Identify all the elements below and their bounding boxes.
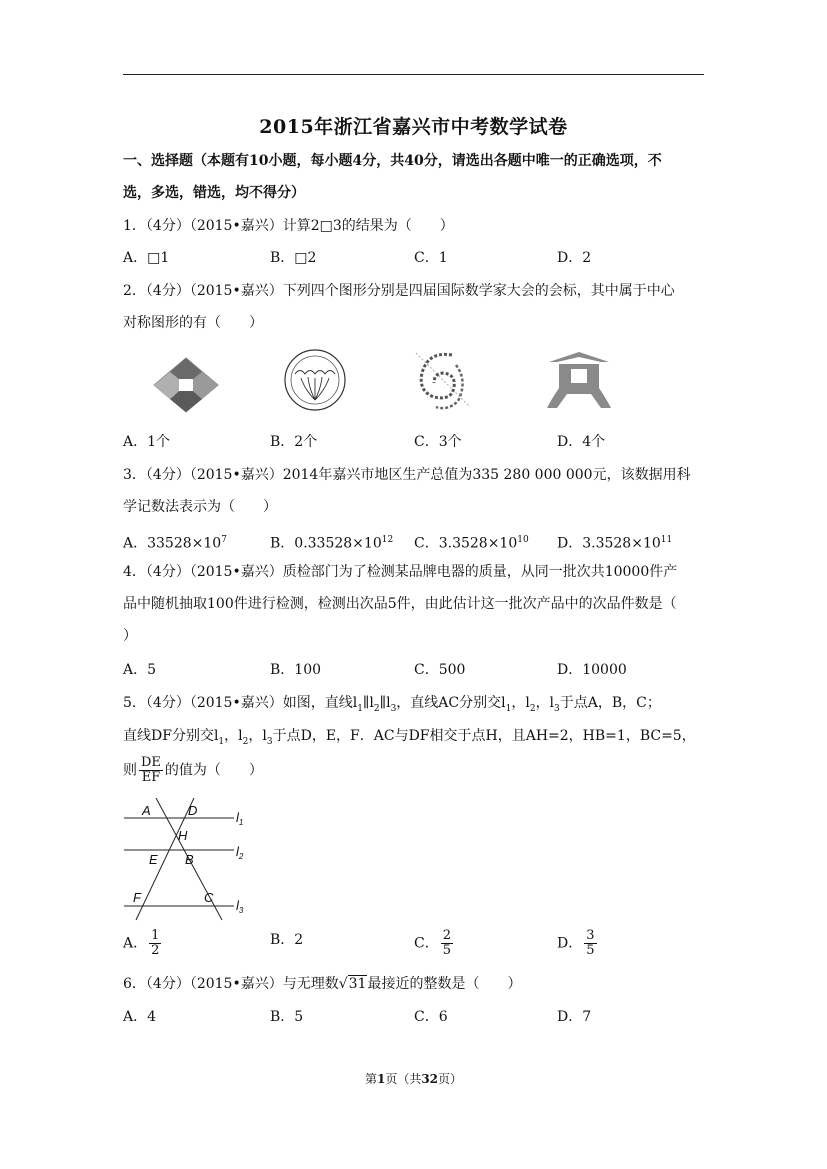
q5-stem-line1: 5．（4分）（2015•嘉兴）如图，直线$l_1\parallel l_2\parallel l_3$，直线AC分别交$l_1$，$l_2$，$l_3$于点A，B，C； [123, 695, 661, 714]
page-title: 2015年浙江省嘉兴市中考数学试卷 [259, 116, 568, 138]
q5-stem-line2: 直线DF分别交$l_1$，$l_2$，$l_3$于点D，E，F．AC与DF相交于点H，且AH=2，HB=1，BC=5， [123, 728, 696, 747]
label-C: C [204, 890, 214, 905]
q5-option-d: D． $\frac{3}{5}$ [557, 928, 595, 958]
q4-option-a: A．5 [123, 662, 157, 678]
logo-figure-1 [152, 356, 220, 414]
logo-figure-3 [412, 347, 474, 413]
q4-option-d: D．10000 [557, 662, 627, 678]
section-heading-line2: 选，多选，错选，均不得分） [123, 185, 305, 201]
logo-figure-2 [283, 348, 347, 412]
q6-option-a: A．4 [123, 1009, 157, 1025]
logo-figure-4 [543, 348, 615, 412]
q1-stem: 1．（4分）（2015•嘉兴）计算2□3的结果为（ ） [123, 218, 454, 234]
sqrt-symbol: √ [338, 976, 348, 992]
q2-stem-line1: 2．（4分）（2015•嘉兴）下列四个图形分别是四届国际数学家大会的会标，其中属于中心 [123, 283, 675, 299]
label-E: E [149, 852, 158, 867]
q5-option-b: B．2 [270, 932, 304, 948]
q6-option-c: C．6 [414, 1009, 448, 1025]
label-A: A [142, 803, 151, 818]
q1-option-c: C．1 [414, 250, 448, 266]
label-H: H [178, 828, 188, 843]
label-B: B [185, 852, 194, 867]
q3-option-c: C．$3.3528\times 10^{10}$ [414, 535, 529, 552]
sqrt-radicand: 31 [348, 976, 367, 992]
q6-stem: 6．（4分）（2015•嘉兴）与无理数√31最接近的整数是（ ） [123, 976, 522, 992]
label-l3: $l_3$ [236, 898, 244, 915]
label-F: F [133, 890, 141, 905]
q5-geometry-figure [122, 798, 254, 922]
q5-ratio-fraction: $\frac{DE}{EF}$ [141, 755, 161, 785]
q1-option-a: A．□1 [123, 250, 170, 266]
q6-option-d: D．7 [557, 1009, 592, 1025]
q1-option-b: B．□2 [270, 250, 317, 266]
q5-option-a: A． $\frac{1}{2}$ [123, 928, 160, 958]
q4-stem-line3: ） [123, 628, 137, 644]
q6-option-b: B．5 [270, 1009, 304, 1025]
q4-stem-line1: 4．（4分）（2015•嘉兴）质检部门为了检测某品牌电器的质量，从同一批次共10000件产 [123, 564, 678, 580]
header-rule [123, 74, 704, 75]
q4-stem-line2: 品中随机抽取100件进行检测，检测出次品5件，由此估计这一批次产品中的次品件数是（ [123, 596, 677, 612]
q2-option-d: D．4个 [557, 434, 606, 450]
q5-stem-line3: 则 $\frac{DE}{EF}$ 的值为（ ） [123, 755, 263, 785]
q2-stem-line2: 对称图形的有（ ） [123, 315, 263, 331]
q5-option-c: C． $\frac{2}{5}$ [414, 928, 451, 958]
q3-option-d: D．$3.3528\times 10^{11}$ [557, 535, 673, 552]
q2-option-c: C．3个 [414, 434, 462, 450]
q4-option-b: B．100 [270, 662, 322, 678]
q3-option-a: A．$33528\times 10^7$ [123, 535, 227, 552]
q2-option-a: A．1个 [123, 434, 171, 450]
section-heading-line1: 一、选择题（本题有10小题，每小题4分，共40分，请选出各题中唯一的正确选项，不 [123, 153, 662, 169]
q4-option-c: C．500 [414, 662, 466, 678]
label-l2: $l_2$ [236, 844, 244, 861]
page-footer: 第1页（共32页） [364, 1072, 463, 1086]
q3-stem-line1: 3．（4分）（2015•嘉兴）2014年嘉兴市地区生产总值为335 280 000 000元，该数据用科 [123, 467, 691, 483]
q2-option-b: B．2个 [270, 434, 318, 450]
q3-option-b: B．$0.33528\times 10^{12}$ [270, 535, 394, 552]
q3-stem-line2: 学记数法表示为（ ） [123, 499, 277, 515]
q1-option-d: D．2 [557, 250, 592, 266]
label-l1: $l_1$ [236, 810, 244, 827]
label-D: D [188, 803, 198, 818]
